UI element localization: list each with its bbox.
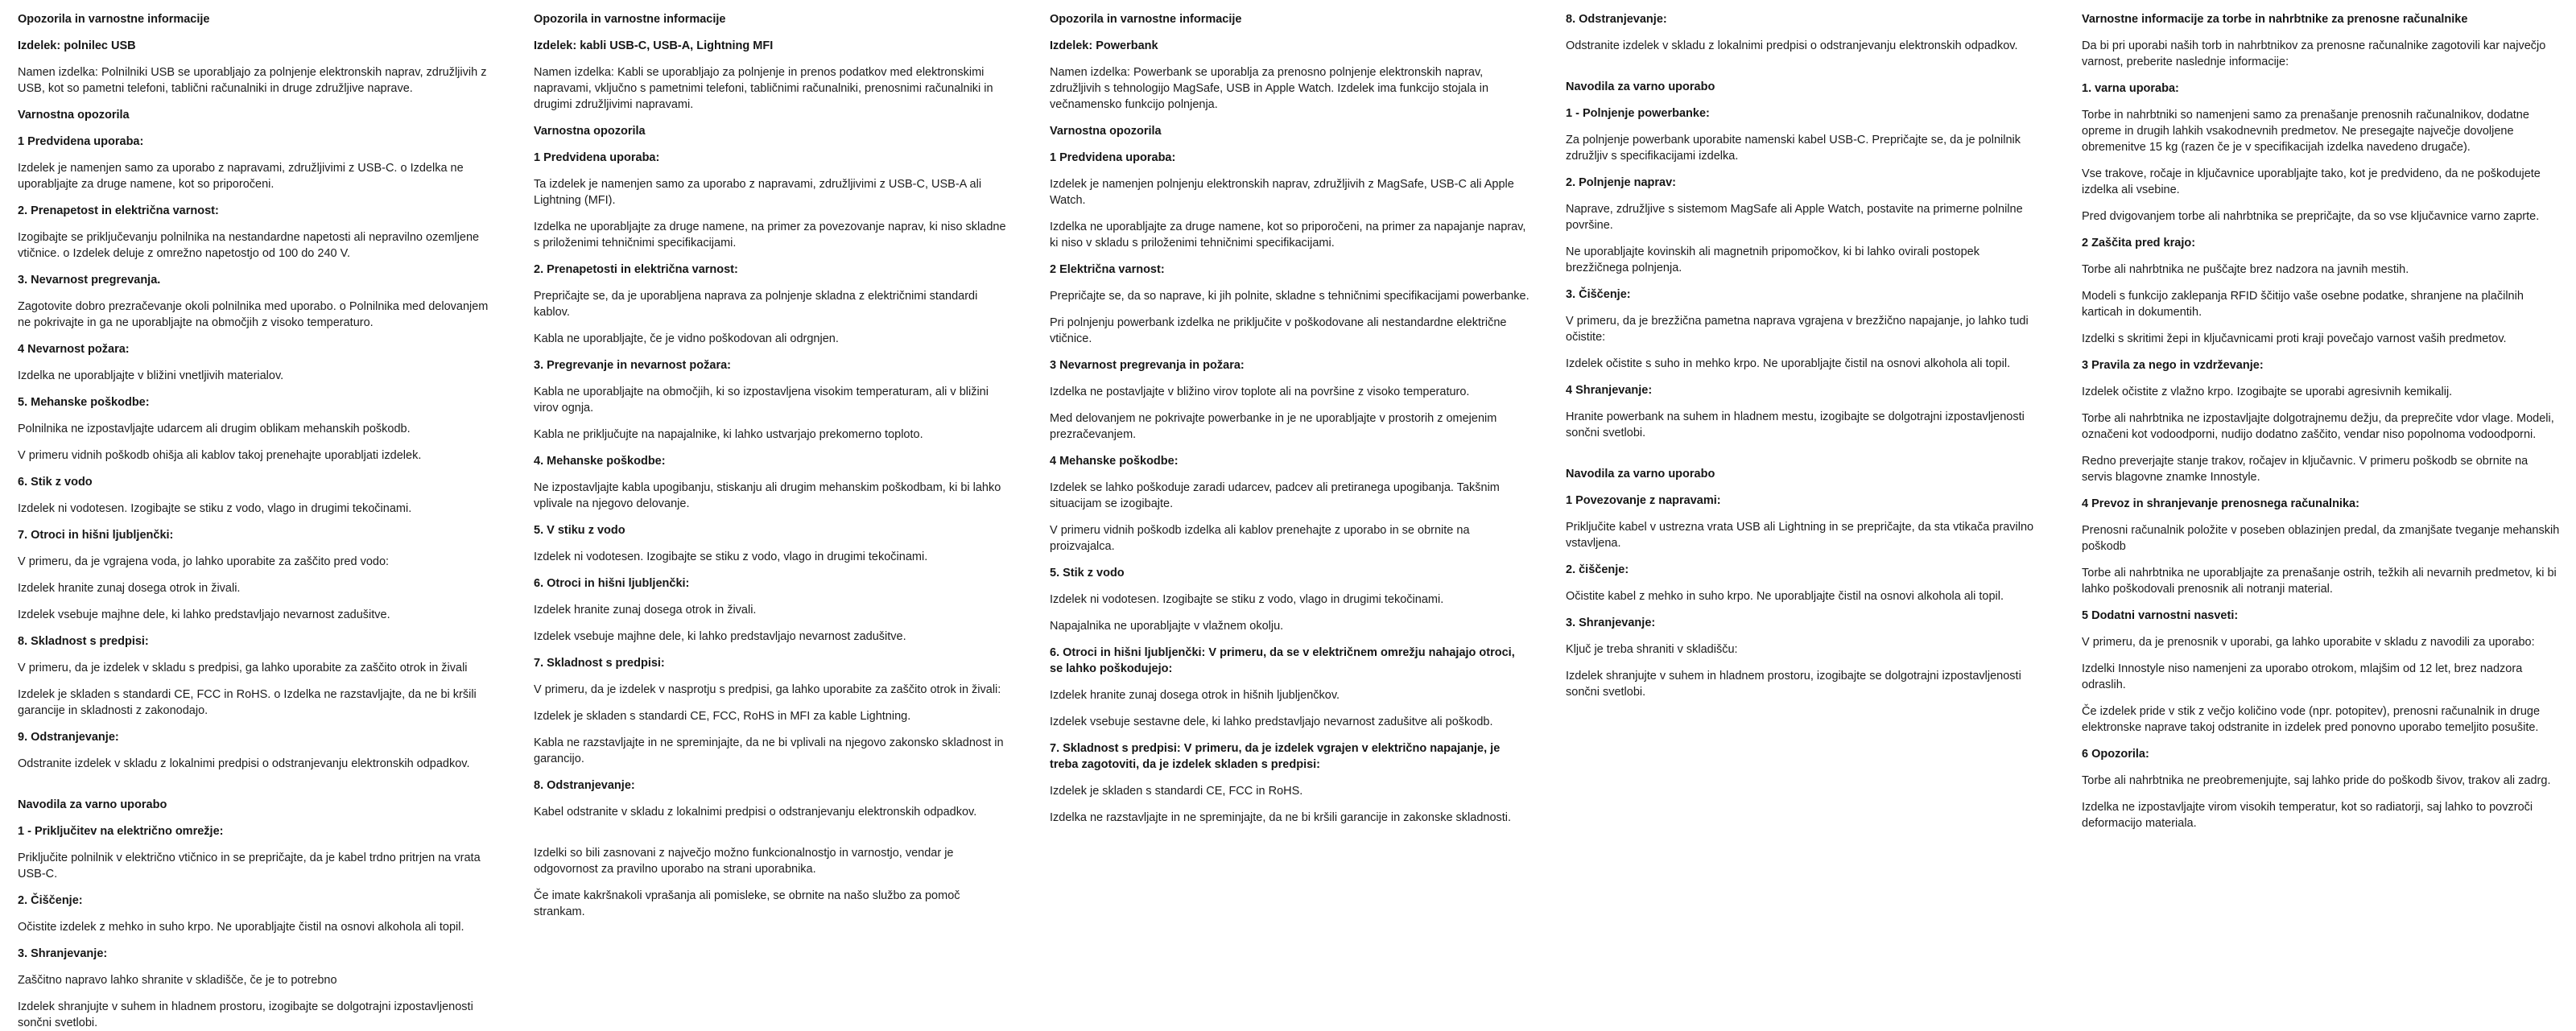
- paragraph: Izdelek je skladen s standardi CE, FCC, RoHS in MFI za kable Lightning.: [534, 710, 911, 723]
- paragraph: Izdelek ni vodotesen. Izogibajte se stiku z vodo, vlago in drugimi tekočinami.: [1050, 593, 1444, 606]
- section-heading: Navodila za varno uporabo: [1566, 80, 1715, 93]
- paragraph: Torbe in nahrbtniki so namenjeni samo za prenašanje prenosnih računalnikov, dodatne opreme in drugih lahkih vsakodnevnih predmetov. Ne presegajte največje dovoljene obremenitve 15 kg (razen če je v specifikacijah izdelka navedeno drugače).: [2082, 109, 2529, 154]
- section-heading: 3 Pravila za nego in vzdrževanje:: [2082, 359, 2264, 372]
- section-heading: Varnostna opozorila: [18, 109, 130, 122]
- paragraph: Izdelek je namenjen polnjenju elektronskih naprav, združljivih z MagSafe, USB-C ali Apple Watch.: [1050, 178, 1514, 207]
- section-heading: 8. Skladnost s predpisi:: [18, 635, 149, 648]
- section-heading: 5. Mehanske poškodbe:: [18, 396, 150, 409]
- section-heading: 2. čiščenje:: [1566, 563, 1629, 576]
- section-heading: Izdelek: Powerbank: [1050, 39, 1158, 52]
- paragraph: Ne uporabljajte kovinskih ali magnetnih pripomočkov, ki bi lahko ovirali postopek brezžičnega polnjenja.: [1566, 245, 1979, 274]
- section-heading: 4 Shranjevanje:: [1566, 384, 1653, 397]
- paragraph: Očistite izdelek z mehko in suho krpo. Ne uporabljajte čistil na osnovi alkohola ali topil.: [18, 921, 464, 934]
- section-heading: 2. Prenapetosti in električna varnost:: [534, 263, 738, 276]
- section-heading: Opozorila in varnostne informacije: [1050, 13, 1242, 26]
- section-heading: 3. Čiščenje:: [1566, 288, 1631, 301]
- column-1: [18, 11, 497, 1029]
- section-heading: 8. Odstranjevanje:: [1566, 13, 1667, 26]
- paragraph: Izdelek ni vodotesen. Izogibajte se stiku z vodo, vlago in drugimi tekočinami.: [534, 551, 928, 563]
- section-heading: 1 Predvidena uporaba:: [534, 151, 660, 164]
- paragraph: Odstranite izdelek v skladu z lokalnimi predpisi o odstranjevanju elektronskih odpadkov.: [18, 757, 470, 770]
- paragraph: Kabel odstranite v skladu z lokalnimi predpisi o odstranjevanju elektronskih odpadkov.: [534, 806, 977, 819]
- paragraph: Izdelek je skladen s standardi CE, FCC in RoHS. o Izdelka ne razstavljajte, da ne bi kršili garancije in skladnosti z zakonodajo.: [18, 688, 477, 717]
- section-heading: Navodila za varno uporabo: [1566, 468, 1715, 480]
- column-3: [1050, 11, 1530, 1006]
- paragraph: Izdelek shranjujte v suhem in hladnem prostoru, izogibajte se dolgotrajni izpostavljenosti sončni svetlobi.: [1566, 670, 2021, 699]
- section-heading: 3. Pregrevanje in nevarnost požara:: [534, 359, 731, 372]
- paragraph: Izdelek je skladen s standardi CE, FCC in RoHS.: [1050, 785, 1303, 798]
- paragraph: Ključ je treba shraniti v skladišču:: [1566, 643, 1738, 656]
- paragraph: Naprave, združljive s sistemom MagSafe ali Apple Watch, postavite na primerne polnilne površine.: [1566, 203, 2023, 232]
- section-heading: 2. Polnjenje naprav:: [1566, 176, 1676, 189]
- paragraph: Priključite kabel v ustrezna vrata USB ali Lightning in se prepričajte, da sta vtikača pravilno vstavljena.: [1566, 521, 2034, 550]
- paragraph: Torbe ali nahrbtnika ne uporabljajte za prenašanje ostrih, težkih ali nevarnih predmetov, ki bi lahko poškodovali prenosnik ali notranji material.: [2082, 567, 2557, 596]
- section-heading: 1 Povezovanje z napravami:: [1566, 494, 1721, 507]
- paragraph: Izdelek vsebuje majhne dele, ki lahko predstavljajo nevarnost zadušitve.: [534, 630, 906, 643]
- section-heading: 4. Mehanske poškodbe:: [534, 455, 666, 468]
- paragraph: Izdelek ni vodotesen. Izogibajte se stiku z vodo, vlago in drugimi tekočinami.: [18, 502, 412, 515]
- section-heading: Navodila za varno uporabo: [18, 798, 167, 811]
- paragraph: Izdelek vsebuje sestavne dele, ki lahko predstavljajo nevarnost zadušitve ali poškodb.: [1050, 716, 1493, 728]
- paragraph: Zagotovite dobro prezračevanje okoli polnilnika med uporabo. o Polnilnika med delovanjem ne pokrivajte in ga ne uporabljajte na območjih z visoko temperaturo.: [18, 300, 489, 329]
- section-heading: 1 Predvidena uporaba:: [18, 135, 144, 148]
- section-heading: Varnostna opozorila: [1050, 125, 1162, 138]
- paragraph: V primeru vidnih poškodb izdelka ali kablov prenehajte z uporabo in se obrnite na proizvajalca.: [1050, 524, 1470, 553]
- paragraph: Če izdelek pride v stik z večjo količino vode (npr. potopitev), prenosni računalnik in druge elektronske naprave takoj odstranite in izdelek pred ponovno uporabo temeljito posušite.: [2082, 705, 2541, 734]
- paragraph: V primeru, da je brezžična pametna naprava vgrajena v brezžično napajanje, jo lahko tudi očistite:: [1566, 315, 2029, 344]
- section-heading: 6. Otroci in hišni ljubljenčki:: [534, 577, 690, 590]
- paragraph: Hranite powerbank na suhem in hladnem mestu, izogibajte se dolgotrajni izpostavljenosti sončni svetlobi.: [1566, 410, 2025, 439]
- column-5: [2082, 11, 2562, 1006]
- paragraph: Izdelek je namenjen samo za uporabo z napravami, združljivimi z USB-C. o Izdelka ne uporabljajte za druge namene, kot so priporočeni.: [18, 162, 464, 191]
- paragraph: Izogibajte se priključevanju polnilnika na nestandardne napetosti ali nepravilno ozemljene vtičnice. o Izdelek deluje z omrežno napetostjo od 100 do 240 V.: [18, 231, 480, 260]
- section-heading: 9. Odstranjevanje:: [18, 731, 119, 744]
- paragraph: Izdelki Innostyle niso namenjeni za uporabo otrokom, mlajšim od 12 let, brez nadzora odraslih.: [2082, 662, 2523, 691]
- column-4: [1566, 11, 2046, 1006]
- section-heading: 6. Stik z vodo: [18, 476, 93, 489]
- paragraph: Izdelka ne uporabljajte za druge namene, na primer za povezovanje naprav, ki niso skladne s priloženimi tehničnimi specifikacijami.: [534, 221, 1006, 250]
- paragraph: Namen izdelka: Kabli se uporabljajo za polnjenje in prenos podatkov med elektronskimi napravami, vključno s pametnimi telefoni, tabličnimi računalniki, prenosnimi računalniki in drugimi združljivimi napravami.: [534, 66, 993, 111]
- paragraph: Ta izdelek je namenjen samo za uporabo z napravami, združljivimi z USB-C, USB-A ali Lightning (MFI).: [534, 178, 982, 207]
- section-heading: 4 Nevarnost požara:: [18, 343, 130, 356]
- spacer: [1566, 452, 2046, 466]
- paragraph: Prenosni računalnik položite v poseben oblazinjen predal, da zmanjšate tveganje mehanskih poškodb: [2082, 524, 2560, 553]
- paragraph: Izdelek vsebuje majhne dele, ki lahko predstavljajo nevarnost zadušitve.: [18, 608, 390, 621]
- paragraph: Redno preverjajte stanje trakov, ročajev in ključavnic. V primeru poškodb se obrnite na servis blagovne znamke Innostyle.: [2082, 455, 2529, 484]
- section-heading: 1 - Priključitev na električno omrežje:: [18, 825, 224, 838]
- paragraph: Ne izpostavljajte kabla upogibanju, stiskanju ali drugim mehanskim poškodbam, ki bi lahko vplivale na njegovo delovanje.: [534, 481, 1001, 510]
- paragraph: Izdelka ne postavljajte v bližino virov toplote ali na površine z visoko temperaturo.: [1050, 386, 1470, 398]
- paragraph: Izdelka ne uporabljajte za druge namene, kot so priporočeni, na primer za napajanje naprav, ki niso v skladu s priloženimi tehničnimi specifikacijami.: [1050, 221, 1526, 250]
- section-heading: Opozorila in varnostne informacije: [534, 13, 726, 26]
- paragraph: Med delovanjem ne pokrivajte powerbanke in je ne uporabljajte v prostorih z omejenim prezračevanjem.: [1050, 412, 1497, 441]
- paragraph: Namen izdelka: Powerbank se uporablja za prenosno polnjenje elektronskih naprav, združljivih s tehnologijo MagSafe, USB in Apple Watch. Izdelek ima funkcijo stojala in večnamensko funkcijo polnjenja.: [1050, 66, 1489, 111]
- paragraph: Odstranite izdelek v skladu z lokalnimi predpisi o odstranjevanju elektronskih odpadkov.: [1566, 39, 2018, 52]
- section-heading: 5. V stiku z vodo: [534, 524, 625, 537]
- section-heading: 1 Predvidena uporaba:: [1050, 151, 1176, 164]
- spacer: [1566, 64, 2046, 79]
- paragraph: Torbe ali nahrbtnika ne puščajte brez nadzora na javnih mestih.: [2082, 263, 2409, 276]
- paragraph: V primeru, da je izdelek v nasprotju s predpisi, ga lahko uporabite za zaščito otrok in živali:: [534, 683, 1001, 696]
- paragraph: Izdelka ne razstavljajte in ne spreminjajte, da ne bi kršili garancije in zakonske skladnosti.: [1050, 811, 1512, 824]
- section-heading: 5. Stik z vodo: [1050, 567, 1125, 579]
- paragraph: Izdelka ne izpostavljajte virom visokih temperatur, kot so radiatorji, saj lahko to povzroči deformacijo materiala.: [2082, 801, 2533, 830]
- paragraph: Prepričajte se, da je uporabljena naprava za polnjenje skladna z električnimi standardi kablov.: [534, 290, 978, 319]
- section-heading: 2. Čiščenje:: [18, 894, 83, 907]
- section-heading: 4 Prevoz in shranjevanje prenosnega računalnika:: [2082, 497, 2359, 510]
- section-heading: 4 Mehanske poškodbe:: [1050, 455, 1179, 468]
- paragraph: Izdelka ne uporabljajte v bližini vnetljivih materialov.: [18, 369, 284, 382]
- section-heading: Varnostne informacije za torbe in nahrbtnike za prenosne računalnike: [2082, 13, 2468, 26]
- section-heading: Izdelek: kabli USB-C, USB-A, Lightning MFI: [534, 39, 774, 52]
- paragraph: Modeli s funkcijo zaklepanja RFID ščitijo vaše osebne podatke, shranjene na plačilnih karticah in dokumentih.: [2082, 290, 2524, 319]
- paragraph: Izdelek shranjujte v suhem in hladnem prostoru, izogibajte se dolgotrajni izpostavljenosti sončni svetlobi.: [18, 1000, 473, 1029]
- section-heading: 6. Otroci in hišni ljubljenčki: V primeru, da se v električnem omrežju nahajajo otroci, se lahko poškodujejo:: [1050, 646, 1515, 675]
- paragraph: Izdelek hranite zunaj dosega otrok in živali.: [534, 604, 757, 617]
- section-heading: 8. Odstranjevanje:: [534, 779, 635, 792]
- section-heading: 7. Otroci in hišni ljubljenčki:: [18, 529, 174, 542]
- column-2: [534, 11, 1013, 1006]
- paragraph: Kabla ne razstavljajte in ne spreminjajte, da ne bi vplivali na njegovo zakonsko skladnost in garancijo.: [534, 736, 1004, 765]
- section-heading: 2. Prenapetost in električna varnost:: [18, 204, 219, 217]
- paragraph: Kabla ne uporabljajte na območjih, ki so izpostavljena visokim temperaturam, ali v bližini virov ognja.: [534, 386, 989, 414]
- paragraph: Kabla ne priključujte na napajalnike, ki lahko ustvarjajo prekomerno toploto.: [534, 428, 923, 441]
- section-heading: 7. Skladnost s predpisi: V primeru, da je izdelek vgrajen v električno napajanje, je treba zagotoviti, da je izdelek skladen s predpisi:: [1050, 742, 1501, 771]
- paragraph: V primeru, da je prenosnik v uporabi, ga lahko uporabite v skladu z navodili za uporabo:: [2082, 636, 2535, 649]
- spacer: [534, 831, 1013, 845]
- paragraph: Napajalnika ne uporabljajte v vlažnem okolju.: [1050, 620, 1284, 633]
- paragraph: V primeru, da je izdelek v skladu s predpisi, ga lahko uporabite za zaščito otrok in živali: [18, 662, 468, 674]
- paragraph: Priključite polnilnik v električno vtičnico in se prepričajte, da je kabel trdno pritrjen na vrata USB-C.: [18, 852, 481, 880]
- section-heading: 7. Skladnost s predpisi:: [534, 657, 665, 670]
- paragraph: V primeru, da je vgrajena voda, jo lahko uporabite za zaščito pred vodo:: [18, 555, 390, 568]
- section-heading: 1 - Polnjenje powerbanke:: [1566, 107, 1710, 120]
- paragraph: Vse trakove, ročaje in ključavnice uporabljajte tako, kot je predvideno, da ne poškodujete izdelka ali vsebine.: [2082, 167, 2541, 196]
- paragraph: Izdelek očistite z vlažno krpo. Izogibajte se uporabi agresivnih kemikalij.: [2082, 386, 2453, 398]
- section-heading: Varnostna opozorila: [534, 125, 646, 138]
- section-heading: 5 Dodatni varnostni nasveti:: [2082, 609, 2239, 622]
- section-heading: 3. Shranjevanje:: [1566, 617, 1656, 629]
- section-heading: 6 Opozorila:: [2082, 748, 2149, 761]
- paragraph: Izdelki so bili zasnovani z največjo možno funkcionalnostjo in varnostjo, vendar je odgovornost za pravilno uporabo na strani uporabnika.: [534, 847, 954, 876]
- paragraph: Izdelki s skritimi žepi in ključavnicami proti kraji povečajo varnost vaših predmetov.: [2082, 332, 2507, 345]
- paragraph: Za polnjenje powerbank uporabite namenski kabel USB-C. Prepričajte se, da je polnilnik združljiv s specifikacijami izdelka.: [1566, 134, 2021, 163]
- section-heading: Opozorila in varnostne informacije: [18, 13, 210, 26]
- paragraph: V primeru vidnih poškodb ohišja ali kablov takoj prenehajte uporabljati izdelek.: [18, 449, 422, 462]
- section-heading: 3. Nevarnost pregrevanja.: [18, 274, 161, 287]
- paragraph: Da bi pri uporabi naših torb in nahrbtnikov za prenosne računalnike zagotovili kar največjo varnost, preberite naslednje informacije:: [2082, 39, 2546, 68]
- section-heading: 3. Shranjevanje:: [18, 947, 108, 960]
- paragraph: Namen izdelka: Polnilniki USB se uporabljajo za polnjenje elektronskih naprav, združljivih z USB, kot so pametni telefoni, tablični računalniki in druge združljive naprave.: [18, 66, 487, 95]
- paragraph: Zaščitno napravo lahko shranite v skladišče, če je to potrebno: [18, 974, 337, 987]
- paragraph: Pred dvigovanjem torbe ali nahrbtnika se prepričajte, da so vse ključavnice varno zaprte.: [2082, 210, 2540, 223]
- section-heading: 1. varna uporaba:: [2082, 82, 2179, 95]
- paragraph: Kabla ne uporabljajte, če je vidno poškodovan ali odrgnjen.: [534, 332, 839, 345]
- paragraph: Izdelek očistite s suho in mehko krpo. Ne uporabljajte čistil na osnovi alkohola ali topil.: [1566, 357, 2011, 370]
- section-heading: Izdelek: polnilec USB: [18, 39, 136, 52]
- paragraph: Izdelek hranite zunaj dosega otrok in živali.: [18, 582, 241, 595]
- paragraph: Pri polnjenju powerbank izdelka ne priključite v poškodovane ali nestandardne električne vtičnice.: [1050, 316, 1507, 345]
- paragraph: Prepričajte se, da so naprave, ki jih polnite, skladne s tehničnimi specifikacijami powerbanke.: [1050, 290, 1530, 303]
- paragraph: Izdelek se lahko poškoduje zaradi udarcev, padcev ali pretiranega upogibanja. Takšnim situacijam se izogibajte.: [1050, 481, 1500, 510]
- section-heading: 2 Električna varnost:: [1050, 263, 1165, 276]
- paragraph: Očistite kabel z mehko in suho krpo. Ne uporabljajte čistil na osnovi alkohola ali topil.: [1566, 590, 2004, 603]
- paragraph: Torbe ali nahrbtnika ne izpostavljajte dolgotrajnemu dežju, da preprečite vdor vlage. Modeli, označeni kot vodoodporni, nudijo dodatno zaščito, vendar niso popolnoma vodoodporni.: [2082, 412, 2554, 441]
- section-heading: 2 Zaščita pred krajo:: [2082, 237, 2196, 250]
- paragraph: Polnilnika ne izpostavljajte udarcem ali drugim oblikam mehanskih poškodb.: [18, 423, 411, 435]
- paragraph: Če imate kakršnakoli vprašanja ali pomisleke, se obrnite na našo službo za pomoč strankam.: [534, 889, 960, 918]
- spacer: [18, 782, 497, 797]
- paragraph: Izdelek hranite zunaj dosega otrok in hišnih ljubljenčkov.: [1050, 689, 1340, 702]
- section-heading: 3 Nevarnost pregrevanja in požara:: [1050, 359, 1245, 372]
- paragraph: Torbe ali nahrbtnika ne preobremenjujte, saj lahko pride do poškodb šivov, trakov ali zadrg.: [2082, 774, 2551, 787]
